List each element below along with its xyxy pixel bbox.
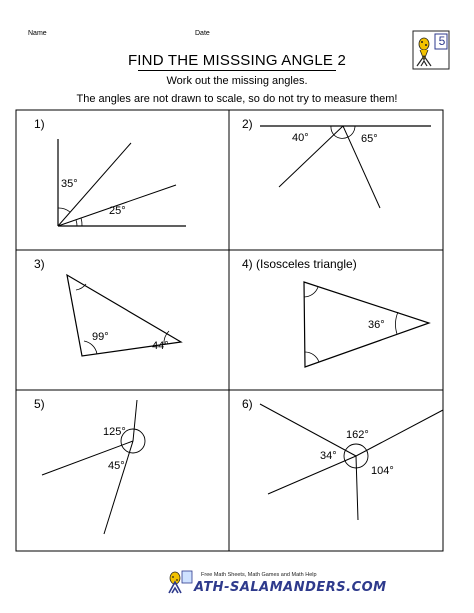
instructions-line-2: The angles are not drawn to scale, so do not try to measure them!: [76, 93, 398, 105]
problem-3-angle-label: 44°: [152, 340, 169, 352]
problem-1-angle-label: 35°: [61, 178, 78, 190]
problem-2-number: 2): [242, 117, 253, 131]
problem-5-angle-label: 125°: [103, 426, 126, 438]
problem-3-angle-label: 99°: [92, 331, 109, 343]
instructions-line-1: Work out the missing angles.: [166, 75, 308, 87]
footer-tagline: Free Math Sheets, Math Games and Math Help: [201, 572, 317, 578]
problem-4-number: 4) (Isosceles triangle): [242, 257, 357, 271]
problem-2-angle-label: 65°: [361, 133, 378, 145]
problem-6-angle-label: 162°: [346, 429, 369, 441]
problem-6-diagram: [260, 404, 443, 520]
problem-6-number: 6): [242, 397, 253, 411]
problem-2-diagram: [260, 126, 431, 208]
problem-6-angle-label: 34°: [320, 450, 337, 462]
problem-4-diagram: [304, 282, 429, 367]
name-label: Name: [28, 30, 47, 37]
problem-3-number: 3): [34, 257, 45, 271]
footer-logo-text: ATH-SALAMANDERS.COM: [194, 580, 387, 595]
footer-salamander-logo: [166, 569, 194, 595]
problem-2-angle-label: 40°: [292, 132, 309, 144]
problem-1-number: 1): [34, 117, 45, 131]
problem-5-angle-label: 45°: [108, 460, 125, 472]
problem-4-angle-label: 36°: [368, 319, 385, 331]
date-label: Date: [195, 30, 210, 37]
problem-6-angle-label: 104°: [371, 465, 394, 477]
grade-number: 5: [438, 34, 446, 48]
page-title: FIND THE MISSSING ANGLE 2: [127, 52, 347, 69]
salamander-icon: [166, 569, 194, 595]
problem-1-angle-label: 25°: [109, 205, 126, 217]
problem-5-diagram: [42, 400, 145, 534]
problem-5-number: 5): [34, 397, 45, 411]
